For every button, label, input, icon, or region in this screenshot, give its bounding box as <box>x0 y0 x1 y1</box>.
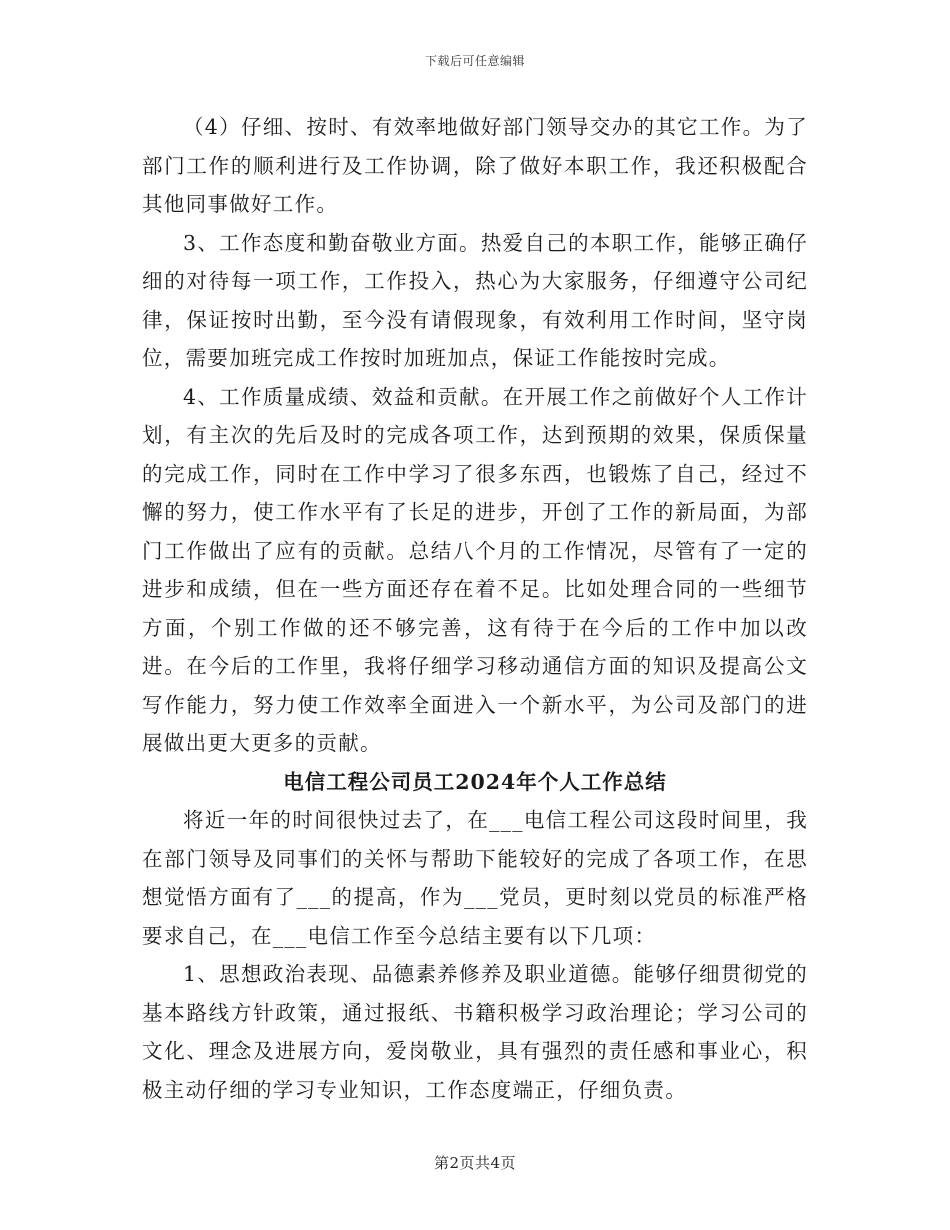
paragraph-work-quality: 4、工作质量成绩、效益和贡献。在开展工作之前做好个人工作计划，有主次的先后及时的完成各项工作，达到预期的效果，保质保量的完成工作，同时在工作中学习了很多东西，也锻炼了自己，经过不懈的努力，使工作水平有了长足的进步，开创了工作的新局面，为部门工作做出了应有的贡献。总结八个月的工作情况，尽管有了一定的进步和成绩，但在一些方面还存在着不足。比如处理合同的一些细节方面，个别工作做的还不够完善，这有待于在今后的工作中加以改进。在今后的工作里，我将仔细学习移动通信方面的知识及提高公文写作能力，努力使工作效率全面进入一个新水平，为公司及部门的进展做出更大更多的贡献。 <box>142 384 808 755</box>
paragraph-intro: 将近一年的时间很快过去了，在___电信工程公司这段时间里，我在部门领导及同事们的关怀与帮助下能较好的完成了各项工作，在思想觉悟方面有了___的提高，作为___党员，更时刻以党员的标准严格要求自己，在___电信工作至今总结主要有以下几项： <box>142 808 808 948</box>
paragraph-item-4-other-work: （4）仔细、按时、有效率地做好部门领导交办的其它工作。为了部门工作的顺利进行及工作协调，除了做好本职工作，我还积极配合其他同事做好工作。 <box>142 115 808 216</box>
document-body <box>142 108 808 1109</box>
paragraph-work-attitude: 3、工作态度和勤奋敬业方面。热爱自己的本职工作，能够正确仔细的对待每一项工作，工作投入，热心为大家服务，仔细遵守公司纪律，保证按时出勤，至今没有请假现象，有效利用工作时间，坚守岗位，需要加班完成工作按时加班加点，保证工作能按时完成。 <box>142 230 808 370</box>
page-header-note: 下载后可任意编辑 <box>424 54 525 68</box>
page-number: 第2页共4页 <box>433 1154 517 1172</box>
section-title: 电信工程公司员工2024年个人工作总结 <box>283 769 667 794</box>
paragraph-political-performance: 1、思想政治表现、品德素养修养及职业道德。能够仔细贯彻党的基本路线方针政策，通过报纸、书籍积极学习政治理论；学习公司的文化、理念及进展方向，爱岗敬业，具有强烈的责任感和事业心，积极主动仔细的学习专业知识，工作态度端正，仔细负责。 <box>142 962 808 1102</box>
